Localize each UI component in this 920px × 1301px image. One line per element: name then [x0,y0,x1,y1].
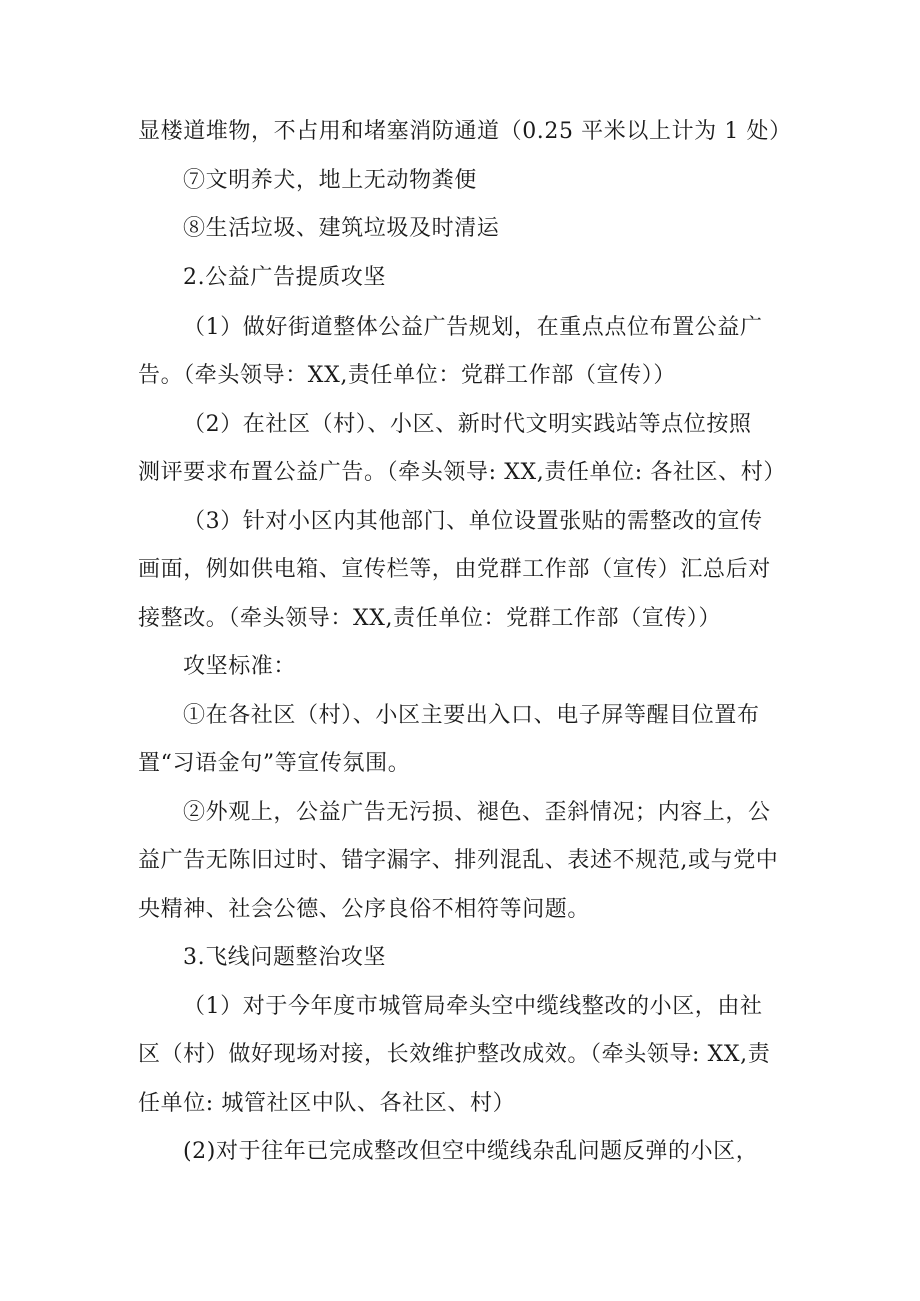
text-line: （1）做好街道整体公益广告规划，在重点点位布置公益广 [183,315,763,340]
text-line: 测评要求布置公益广告。（牵头领导: XX,责任单位: 各社区、村） [138,460,786,485]
text-line: 显楼道堆物，不占用和堵塞消防通道（0.25 平米以上计为 1 处） [138,119,792,144]
text-line: 置“习语金句”等宣传氛围。 [138,751,411,776]
text-line: 画面，例如供电箱、宣传栏等，由党群工作部（宣传）汇总后对 [138,557,771,582]
text-line: 区（村）做好现场对接，长效维护整改成效。（牵头领导: XX,责 [138,1042,771,1067]
text-line: 益广告无陈旧过时、错字漏字、排列混乱、表述不规范,或与党中 [138,848,779,873]
text-line: 攻坚标准： [183,654,297,679]
text-line: (2)对于往年已完成整改但空中缆线杂乱问题反弹的小区， [183,1139,759,1164]
text-line: 接整改。（牵头领导：XX,责任单位：党群工作部（宣传）） [138,606,722,631]
text-line: ⑦文明养犬，地上无动物粪便 [183,168,477,193]
section-heading: 3.飞线问题整治攻坚 [183,945,386,970]
section-heading: 2.公益广告提质攻坚 [183,265,386,290]
text-line: 央精神、社会公德、公序良俗不相符等问题。 [138,897,591,922]
text-line: 告。（牵头领导：XX,责任单位：党群工作部（宣传）） [138,363,676,388]
text-line: （3）针对小区内其他部门、单位设置张贴的需整改的宣传 [183,509,763,534]
text-line: （2）在社区（村）、小区、新时代文明实践站等点位按照 [183,412,752,437]
text-line: （1）对于今年度市城管局牵头空中缆线整改的小区，由社 [183,994,763,1019]
text-line: 任单位: 城管社区中队、各社区、村） [138,1091,516,1116]
text-line: ②外观上，公益广告无污损、褪色、歪斜情况；内容上，公 [183,800,771,825]
text-line: ⑧生活垃圾、建筑垃圾及时清运 [183,216,500,241]
text-line: ①在各社区（村）、小区主要出入口、电子屏等醒目位置布 [183,703,760,728]
